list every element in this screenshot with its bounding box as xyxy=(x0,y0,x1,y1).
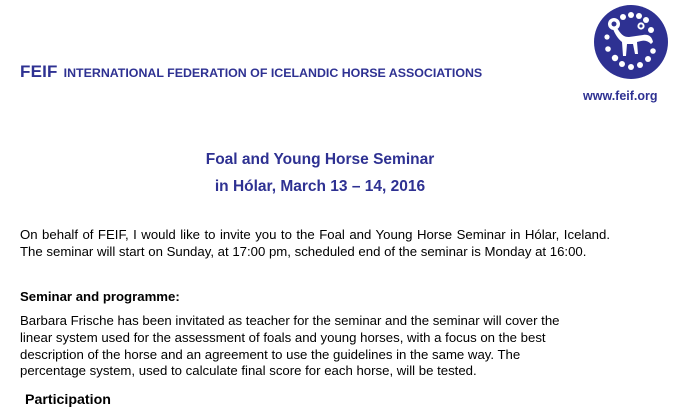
programme-line-3: description of the horse and an agreement to use the guidelines in the same way. The xyxy=(20,346,521,362)
programme-line-4: percentage system, used to calculate final score for each horse, will be tested. xyxy=(20,363,477,379)
title-line-1: Foal and Young Horse Seminar xyxy=(205,151,435,168)
seminar-title xyxy=(0,146,640,200)
org-abbreviation: FEIF xyxy=(20,62,58,81)
website-link[interactable]: www.feif.org xyxy=(583,89,658,103)
intro-paragraph: On behalf of FEIF, I would like to invite you to the Foal and Young Horse Seminar in Hólar, Iceland. The seminar will start on Sunday, at 17:00 pm, scheduled end of the seminar is Monday at 16:00. xyxy=(20,227,610,259)
programme-paragraph xyxy=(20,313,620,380)
programme-line-2: linear system used for the assessment of foals and young horses, with a focus on the best xyxy=(20,329,546,345)
org-full-name: INTERNATIONAL FEDERATION OF ICELANDIC HORSE ASSOCIATIONS xyxy=(63,66,483,80)
programme-line-1: Barbara Frische has been invitated as teacher for the seminar and the seminar will cover the xyxy=(20,313,560,328)
programme-heading: Seminar and programme: xyxy=(20,289,180,304)
title-line-2: in Hólar, March 13 – 14, 2016 xyxy=(214,178,426,195)
feif-horse-logo-icon xyxy=(593,4,669,80)
organization-header xyxy=(20,62,482,82)
participation-heading: Participation xyxy=(25,392,111,408)
